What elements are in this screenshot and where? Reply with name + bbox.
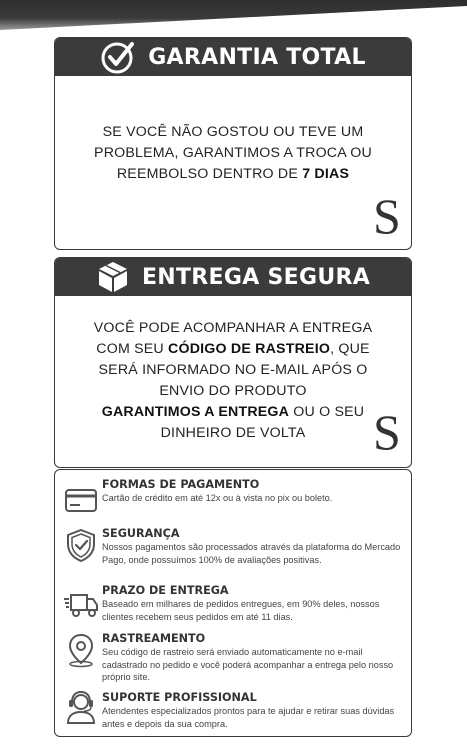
brand-logo-s: S <box>372 188 401 244</box>
shield-check-icon <box>63 527 99 563</box>
headset-icon <box>63 689 99 725</box>
truck-icon <box>63 586 99 622</box>
delivery-line-6: DINHEIRO DE VOLTA <box>160 425 306 441</box>
brand-logo-s: S <box>372 404 401 460</box>
guarantee-body <box>55 76 411 249</box>
guarantee-card <box>54 37 412 250</box>
credit-card-icon <box>63 482 99 518</box>
delivery-body <box>55 296 411 467</box>
guarantee-line-2: PROBLEMA, GARANTIMOS A TROCA OU <box>94 145 372 161</box>
check-circle-icon <box>100 39 136 75</box>
guarantee-line-1: SE VOCÊ NÃO GOSTOU OU TEVE UM <box>102 124 364 140</box>
delivery-line-1: VOCÊ PODE ACOMPANHAR A ENTREGA <box>93 320 373 336</box>
delivery-card <box>54 257 412 468</box>
info-text: Nossos pagamentos são processados através da plataforma do Mercado Pago, onde possuímos 100% de avaliações positivas. <box>102 542 401 565</box>
delivery-line-2: COM SEU CÓDIGO DE RASTREIO, QUE <box>96 341 370 357</box>
delivery-title: ENTREGA SEGURA <box>141 264 371 290</box>
info-text: Seu código de rastreio será enviado automaticamente no e-mail cadastrado no pedido e você poderá acompanhar a entrega pelo nosso próprio site. <box>102 647 394 682</box>
delivery-line-5: GARANTIMOS A ENTREGA OU O SEU <box>101 404 365 420</box>
guarantee-line-3: REEMBOLSO DENTRO DE 7 DIAS <box>116 166 350 182</box>
guarantee-title: GARANTIA TOTAL <box>148 44 366 70</box>
info-text: Atendentes especializados prontos para te ajudar e retirar suas dúvidas antes e depois da sua compra. <box>102 706 395 729</box>
location-pin-icon <box>63 632 99 668</box>
delivery-line-3: SERÁ INFORMADO NO E-MAIL APÓS O <box>98 362 368 378</box>
info-title: PRAZO DE ENTREGA <box>102 584 229 597</box>
store-info-box <box>54 469 412 737</box>
box-icon <box>96 260 130 294</box>
guarantee-header <box>55 38 411 76</box>
delivery-header <box>55 258 411 296</box>
info-title: RASTREAMENTO <box>102 632 206 645</box>
top-banner-strip <box>0 0 467 30</box>
info-text: Baseado em milhares de pedidos entregues, em 90% deles, nossos clientes recebem seus pedidos em até 11 dias. <box>102 599 380 622</box>
info-title: SUPORTE PROFISSIONAL <box>102 691 257 704</box>
info-title: FORMAS DE PAGAMENTO <box>102 478 260 491</box>
info-title: SEGURANÇA <box>102 527 180 540</box>
info-text: Cartão de crédito em até 12x ou à vista no pix ou boleto. <box>102 493 333 503</box>
delivery-line-4: ENVIO DO PRODUTO <box>159 383 307 399</box>
